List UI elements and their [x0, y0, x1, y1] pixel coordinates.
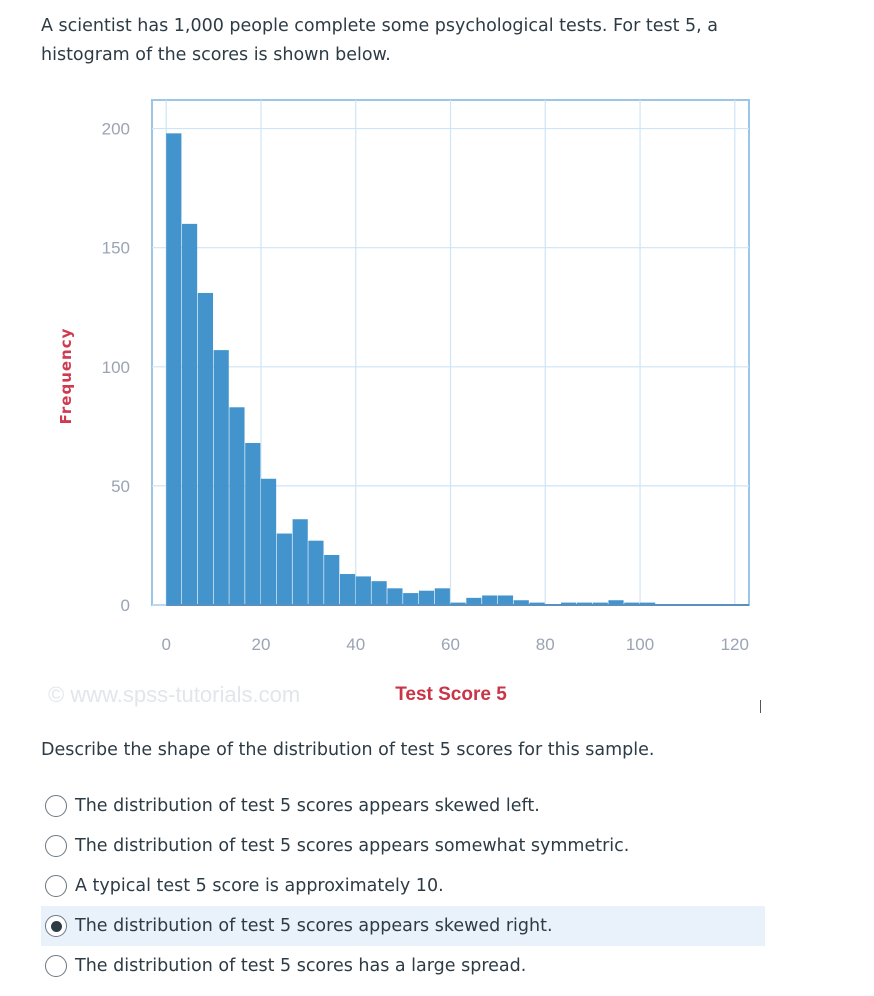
- histogram-bar: [340, 574, 355, 605]
- x-tick-label: 80: [535, 635, 555, 654]
- x-tick-label: 0: [161, 635, 171, 654]
- y-axis-label: Frequency: [57, 327, 75, 425]
- radio-button[interactable]: [45, 875, 67, 897]
- histogram-bar: [293, 519, 308, 605]
- histogram-bar: [372, 581, 387, 605]
- option-skewed-right[interactable]: [41, 906, 765, 946]
- x-tick-label: 100: [625, 635, 655, 654]
- text-cursor-mark: [760, 700, 761, 713]
- option-large-spread[interactable]: [41, 946, 765, 986]
- watermark: © www.spss-tutorials.com: [48, 682, 301, 707]
- histogram-bar: [419, 591, 434, 605]
- radio-button[interactable]: [45, 795, 67, 817]
- x-tick-label: 120: [720, 635, 749, 654]
- histogram-bar: [245, 443, 260, 605]
- radio-button[interactable]: [45, 915, 67, 937]
- option-label: The distribution of test 5 scores appears skewed right.: [75, 916, 553, 936]
- y-tick-label: 50: [111, 476, 130, 496]
- y-tick-label: 150: [101, 238, 130, 258]
- option-symmetric[interactable]: [41, 826, 765, 866]
- histogram-bar: [387, 588, 402, 605]
- option-typical-score[interactable]: [41, 866, 765, 906]
- option-label: The distribution of test 5 scores appears somewhat symmetric.: [75, 836, 630, 856]
- x-tick-label: 60: [441, 635, 460, 654]
- histogram-bar: [356, 576, 371, 605]
- option-label: A typical test 5 score is approximately 10.: [75, 876, 444, 896]
- histogram-bar: [261, 479, 276, 605]
- x-tick-label: 20: [251, 635, 271, 654]
- y-tick-label: 200: [101, 119, 130, 139]
- histogram-bar: [198, 293, 213, 605]
- histogram-bar: [277, 534, 292, 605]
- histogram-bar: [166, 133, 181, 605]
- x-tick-label: 40: [346, 635, 366, 654]
- radio-button[interactable]: [45, 955, 67, 977]
- histogram-bar: [182, 224, 197, 605]
- option-label: The distribution of test 5 scores appears skewed left.: [75, 796, 540, 816]
- x-axis-label: Test Score 5: [395, 684, 507, 705]
- histogram-bar: [214, 350, 229, 605]
- histogram-bar: [324, 555, 339, 605]
- histogram-bar: [229, 407, 244, 605]
- y-tick-label: 100: [101, 357, 130, 377]
- question-text: A scientist has 1,000 people complete some psychological tests. For test 5, a histogram of the scores is shown below.: [41, 16, 719, 65]
- histogram-bar: [435, 588, 450, 605]
- histogram-bar: [308, 541, 323, 605]
- histogram-bar: [498, 595, 513, 605]
- histogram-bar: [466, 598, 481, 605]
- option-skewed-left[interactable]: [41, 786, 765, 826]
- histogram-bar: [403, 593, 418, 605]
- histogram-bar: [482, 595, 497, 605]
- answer-options: [41, 786, 765, 986]
- y-tick-label: 0: [120, 596, 130, 615]
- histogram-chart: [0, 80, 874, 720]
- option-label: The distribution of test 5 scores has a large spread.: [75, 956, 527, 976]
- radio-button[interactable]: [45, 835, 67, 857]
- prompt-text: Describe the shape of the distribution of test 5 scores for this sample.: [41, 740, 655, 760]
- radio-selected-dot: [51, 921, 62, 932]
